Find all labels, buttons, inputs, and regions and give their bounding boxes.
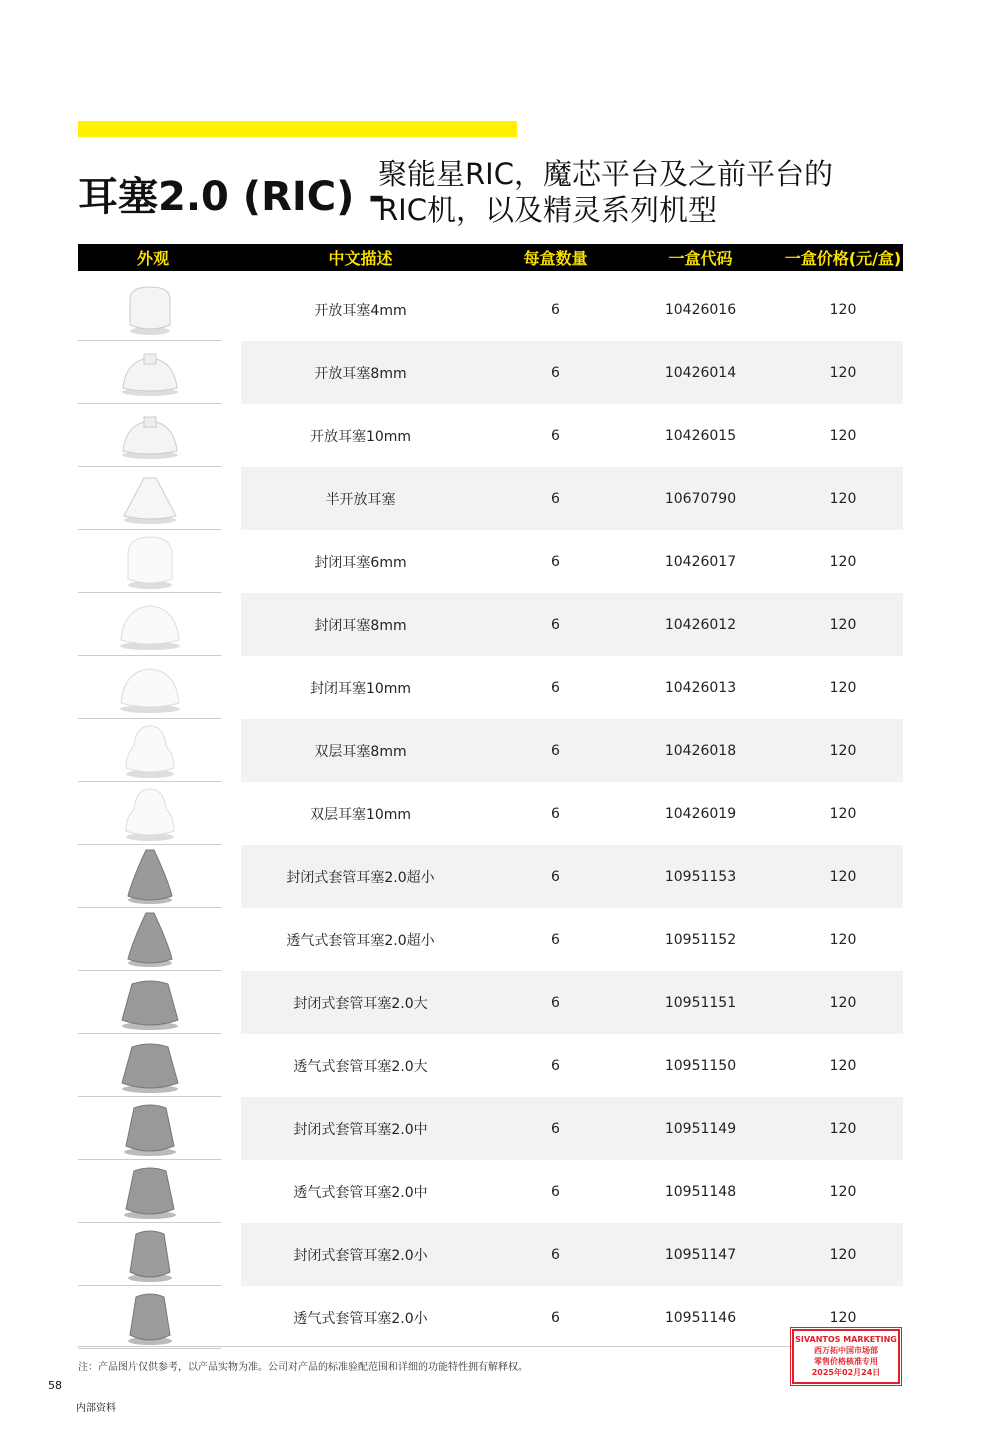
eartip-image [78,719,221,782]
box-price: 120 [829,301,857,318]
table-row [78,908,903,971]
eartip-image [78,782,221,845]
product-code: 10426013 [664,679,737,696]
eartip-image [78,656,221,719]
product-code: 10670790 [664,490,737,507]
table-row [78,845,903,908]
product-description: 透气式套管耳塞2.0中 [293,1184,428,1201]
table-row [78,404,903,467]
product-code: 10951151 [664,994,737,1011]
box-quantity: 6 [551,427,560,444]
table-row [78,1223,903,1286]
box-price: 120 [829,490,857,507]
header-price: 一盒价格(元/盒) [784,249,902,268]
product-description: 双层耳塞10mm [309,806,412,823]
eartip-image [78,1223,221,1286]
box-price: 120 [829,1057,857,1074]
eartip-image [78,593,221,656]
box-quantity: 6 [551,1057,560,1074]
box-price: 120 [829,1120,857,1137]
product-code: 10951152 [664,931,737,948]
eartip-image [78,1160,221,1223]
box-quantity: 6 [551,616,560,633]
eartip-image [78,1034,221,1097]
product-code: 10951150 [664,1057,737,1074]
box-quantity: 6 [551,1246,560,1263]
product-code: 10951148 [664,1183,737,1200]
stamp-line: 2025年02月24日 [811,1368,881,1377]
yellow-accent-bar [78,121,517,137]
product-description: 封闭耳塞6mm [314,554,407,571]
table-row [78,1097,903,1160]
box-price: 120 [829,994,857,1011]
box-price: 120 [829,679,857,696]
product-description: 封闭式套管耳塞2.0超小 [286,869,435,886]
header-quantity: 每盒数量 [523,249,588,268]
eartip-image [78,278,221,341]
eartip-image [78,1097,221,1160]
table-row [78,971,903,1034]
box-quantity: 6 [551,490,560,507]
stamp-line: SIVANTOS MARKETING [795,1335,897,1344]
table-row [78,656,903,719]
product-code: 10426016 [664,301,737,318]
box-price: 120 [829,868,857,885]
product-description: 封闭耳塞8mm [314,617,407,634]
product-code: 10426015 [664,427,737,444]
eartip-image [78,1286,221,1349]
page-subtitle [378,156,833,228]
box-quantity: 6 [551,931,560,948]
box-quantity: 6 [551,868,560,885]
product-description: 封闭式套管耳塞2.0小 [293,1247,428,1264]
eartip-image [78,908,221,971]
box-quantity: 6 [551,301,560,318]
box-quantity: 6 [551,1120,560,1137]
product-description: 双层耳塞8mm [314,743,407,760]
box-quantity: 6 [551,805,560,822]
box-quantity: 6 [551,1309,560,1326]
table-row [78,278,903,341]
box-price: 120 [829,805,857,822]
product-description: 封闭式套管耳塞2.0中 [293,1121,428,1138]
box-price: 120 [829,742,857,759]
table-row [78,1034,903,1097]
product-description: 封闭式套管耳塞2.0大 [293,995,428,1012]
product-code: 10426018 [664,742,737,759]
stamp-line: 西万拓中国市场部 [814,1346,878,1355]
subtitle-line-1: 聚能星RIC，魔芯平台及之前平台的 [378,157,833,191]
box-quantity: 6 [551,994,560,1011]
product-description: 开放耳塞8mm [314,365,407,382]
product-code: 10426014 [664,364,737,381]
page-title: 耳塞2.0 (RIC) - [78,174,385,220]
header-code: 一盒代码 [668,249,733,268]
box-quantity: 6 [551,364,560,381]
product-code: 10951147 [664,1246,737,1263]
box-quantity: 6 [551,1183,560,1200]
product-description: 半开放耳塞 [325,491,396,508]
table-row [78,1286,903,1349]
box-price: 120 [829,553,857,570]
table-row [78,530,903,593]
box-price: 120 [829,1246,857,1263]
table-row [78,593,903,656]
box-price: 120 [829,616,857,633]
box-quantity: 6 [551,679,560,696]
box-price: 120 [829,1309,857,1326]
eartip-image [78,341,221,404]
product-description: 开放耳塞4mm [314,302,407,319]
product-description: 开放耳塞10mm [309,428,412,445]
table-row [78,719,903,782]
product-description: 透气式套管耳塞2.0超小 [286,932,435,949]
internal-label: 内部资料 [76,1403,116,1414]
box-quantity: 6 [551,553,560,570]
eartip-image [78,845,221,908]
table-row [78,467,903,530]
page-number: 58 [48,1379,62,1392]
footnote: 注：产品图片仅供参考，以产品实物为准。公司对产品的标准验配范围和详细的功能特性拥有解释权。 [78,1362,528,1373]
stamp-line: 零售价格核准专用 [814,1357,878,1366]
header-appearance: 外观 [136,249,169,268]
product-code: 10951149 [664,1120,737,1137]
product-description: 透气式套管耳塞2.0小 [293,1310,428,1327]
product-description: 透气式套管耳塞2.0大 [293,1058,428,1075]
header-description: 中文描述 [328,249,393,268]
product-code: 10426019 [664,805,737,822]
box-price: 120 [829,1183,857,1200]
eartip-image [78,530,221,593]
box-quantity: 6 [551,742,560,759]
eartip-image [78,404,221,467]
product-code: 10951153 [664,868,737,885]
approval-stamp [792,1329,900,1384]
eartip-image [78,467,221,530]
box-price: 120 [829,427,857,444]
divider [78,1346,793,1347]
product-code: 10426017 [664,553,737,570]
table-row [78,1160,903,1223]
table-row [78,341,903,404]
table-row [78,782,903,845]
product-table [78,278,903,1349]
product-code: 10951146 [664,1309,737,1326]
product-description: 封闭耳塞10mm [309,680,412,697]
box-price: 120 [829,931,857,948]
box-price: 120 [829,364,857,381]
subtitle-line-2: RIC机，以及精灵系列机型 [378,193,717,227]
product-code: 10426012 [664,616,737,633]
table-header [78,244,903,271]
eartip-image [78,971,221,1034]
